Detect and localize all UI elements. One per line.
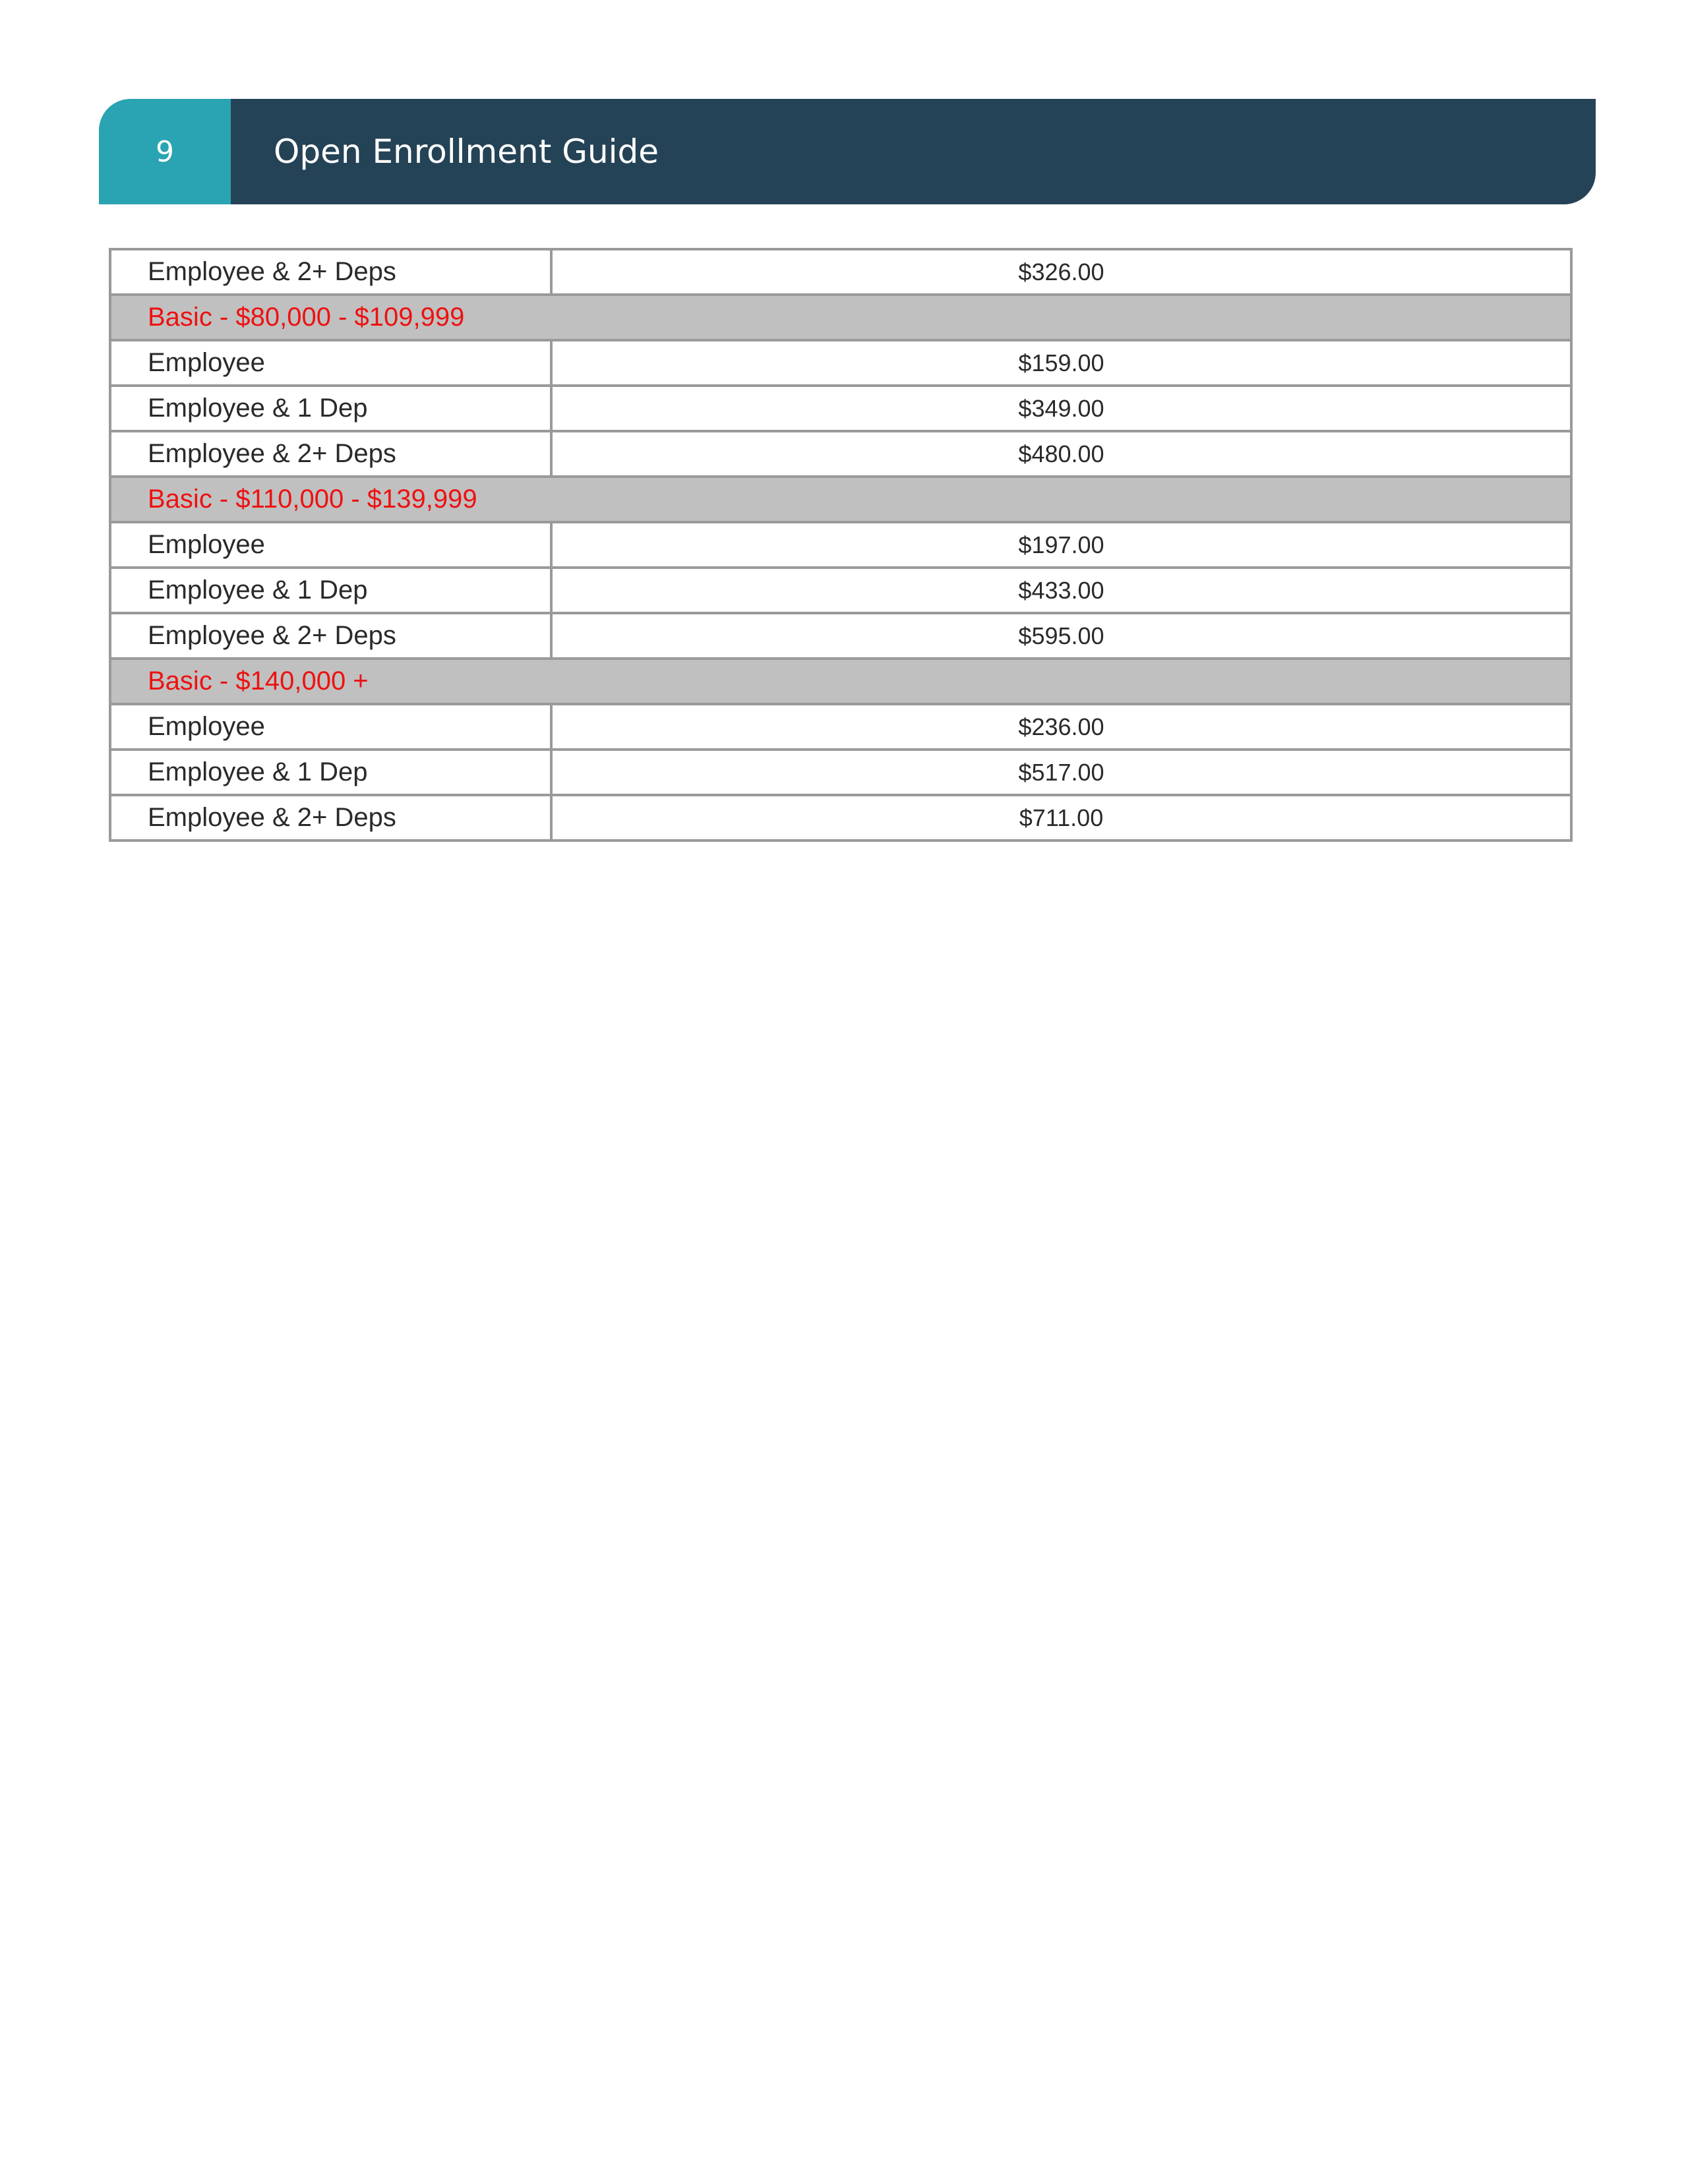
- coverage-tier-label: Employee: [110, 522, 551, 568]
- page-title: Open Enrollment Guide: [274, 133, 659, 171]
- section-heading: Basic - $110,000 - $139,999: [110, 477, 1571, 522]
- premium-value: $349.00: [551, 386, 1571, 431]
- premium-value: $517.00: [551, 750, 1571, 795]
- section-heading: Basic - $140,000 +: [110, 659, 1571, 704]
- coverage-tier-label: Employee & 2+ Deps: [110, 795, 551, 841]
- premium-value: $159.00: [551, 340, 1571, 386]
- table-row: [110, 249, 1571, 295]
- coverage-tier-label: Employee & 1 Dep: [110, 750, 551, 795]
- section-heading: Basic - $80,000 - $109,999: [110, 295, 1571, 340]
- section-heading-row: [110, 659, 1571, 704]
- coverage-tier-label: Employee: [110, 704, 551, 750]
- table-row: [110, 568, 1571, 613]
- coverage-tier-label: Employee & 2+ Deps: [110, 249, 551, 295]
- coverage-tier-label: Employee & 2+ Deps: [110, 431, 551, 477]
- table-row: [110, 340, 1571, 386]
- page-header: [99, 99, 1596, 204]
- section-heading-row: [110, 295, 1571, 340]
- page-number-box: [99, 99, 231, 204]
- premium-value: $480.00: [551, 431, 1571, 477]
- premium-value: $236.00: [551, 704, 1571, 750]
- page-number: 9: [156, 134, 174, 169]
- coverage-tier-label: Employee & 2+ Deps: [110, 613, 551, 659]
- title-bar: [231, 99, 1596, 204]
- table-row: [110, 750, 1571, 795]
- premium-value: $595.00: [551, 613, 1571, 659]
- table-row: [110, 704, 1571, 750]
- coverage-tier-label: Employee & 1 Dep: [110, 568, 551, 613]
- coverage-tier-label: Employee & 1 Dep: [110, 386, 551, 431]
- premium-rate-table: [109, 248, 1573, 842]
- table-row: [110, 795, 1571, 841]
- premium-value: $326.00: [551, 249, 1571, 295]
- premium-value: $433.00: [551, 568, 1571, 613]
- table-row: [110, 613, 1571, 659]
- premium-value: $711.00: [551, 795, 1571, 841]
- table-row: [110, 522, 1571, 568]
- premium-value: $197.00: [551, 522, 1571, 568]
- coverage-tier-label: Employee: [110, 340, 551, 386]
- table-row: [110, 431, 1571, 477]
- table-row: [110, 386, 1571, 431]
- section-heading-row: [110, 477, 1571, 522]
